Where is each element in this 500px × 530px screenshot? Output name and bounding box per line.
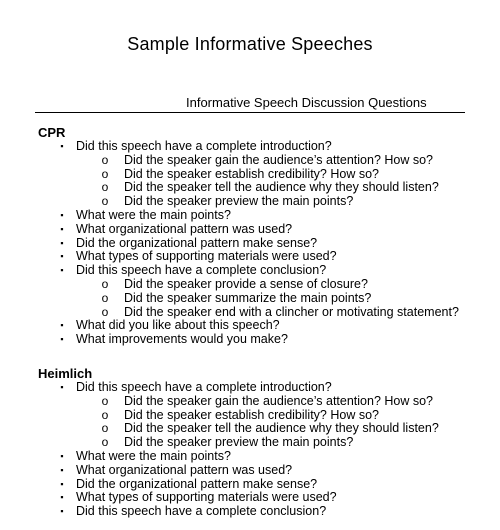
square-bullet-icon: ▪	[60, 237, 64, 248]
list-item	[38, 409, 493, 423]
square-bullet-icon: ▪	[60, 334, 64, 345]
list-item-text: Did the speaker establish credibility? How so?	[124, 166, 379, 181]
document-title: Sample Informative Speeches	[127, 34, 373, 54]
list-item	[38, 292, 493, 306]
list-item-text: Did this speech have a complete conclusion?	[76, 263, 327, 278]
circle-bullet-icon: o	[101, 180, 109, 195]
list-item-text: What organizational pattern was used?	[76, 221, 293, 236]
circle-bullet-icon: o	[101, 166, 109, 181]
list-item-text: Did the speaker establish credibility? How so?	[124, 407, 379, 422]
list-item	[38, 154, 493, 168]
list-item	[38, 250, 493, 264]
section-title: Heimlich	[38, 365, 93, 381]
circle-bullet-icon: o	[101, 421, 109, 436]
circle-bullet-icon: o	[101, 152, 109, 167]
circle-bullet-icon: o	[101, 276, 109, 291]
square-bullet-icon: ▪	[60, 223, 64, 234]
circle-bullet-icon: o	[101, 194, 109, 209]
list-item-text: What were the main points?	[76, 448, 231, 463]
list-item-text: What did you like about this speech?	[76, 318, 280, 333]
list-item-text: Did the speaker preview the main points?	[124, 435, 354, 450]
divider-line	[35, 112, 465, 113]
list-item-text: Did this speech have a complete conclusion?	[76, 504, 327, 519]
square-bullet-icon: ▪	[60, 320, 64, 331]
list-item	[38, 195, 493, 209]
list-item	[38, 181, 493, 195]
circle-bullet-icon: o	[101, 290, 109, 305]
list-item	[38, 306, 493, 320]
list-item-text: Did the speaker gain the audience’s attention? How so?	[124, 393, 434, 408]
list-item	[38, 278, 493, 292]
list-item-text: Did the organizational pattern make sense?	[76, 235, 318, 250]
list-item	[38, 237, 493, 251]
list-item-text: What improvements would you make?	[76, 332, 288, 347]
list-item	[38, 209, 493, 223]
list-item-text: What organizational pattern was used?	[76, 462, 293, 477]
square-bullet-icon: ▪	[60, 209, 64, 220]
document-subtitle: Informative Speech Discussion Questions	[186, 95, 427, 110]
list-item-text: Did the organizational pattern make sense?	[76, 476, 318, 491]
section-cpr	[38, 125, 493, 347]
list-item	[38, 319, 493, 333]
circle-bullet-icon: o	[101, 435, 109, 450]
list-item	[38, 168, 493, 182]
list-item	[38, 140, 493, 154]
question-list	[38, 125, 493, 519]
section-heimlich	[38, 366, 493, 519]
list-item	[38, 478, 493, 492]
list-item-text: Did this speech have a complete introduction?	[76, 139, 332, 153]
list-item	[38, 436, 493, 450]
circle-bullet-icon: o	[101, 407, 109, 422]
list-item-text: Did the speaker end with a clincher or motivating statement?	[124, 304, 459, 319]
list-item	[38, 333, 493, 347]
list-item-text: What were the main points?	[76, 207, 231, 222]
square-bullet-icon: ▪	[60, 492, 64, 503]
list-item-text: Did the speaker gain the audience’s attention? How so?	[124, 152, 434, 167]
list-item	[38, 491, 493, 505]
square-bullet-icon: ▪	[60, 141, 64, 151]
circle-bullet-icon: o	[101, 393, 109, 408]
circle-bullet-icon: o	[101, 304, 109, 319]
list-item-text: Did this speech have a complete introduction?	[76, 379, 332, 394]
list-item-text: What types of supporting materials were used?	[76, 249, 337, 264]
square-bullet-icon: ▪	[60, 464, 64, 475]
list-item-text: Did the speaker provide a sense of closure?	[124, 276, 368, 291]
list-item-text: What types of supporting materials were used?	[76, 490, 337, 505]
square-bullet-icon: ▪	[60, 506, 64, 517]
section-spacer	[38, 347, 493, 366]
list-item	[38, 223, 493, 237]
square-bullet-icon: ▪	[60, 251, 64, 262]
list-item	[38, 464, 493, 478]
square-bullet-icon: ▪	[60, 478, 64, 489]
list-item-text: Did the speaker preview the main points?	[124, 194, 354, 209]
list-item	[38, 381, 493, 395]
list-item	[38, 422, 493, 436]
list-item-text: Did the speaker summarize the main points?	[124, 290, 372, 305]
section-title: CPR	[38, 125, 66, 140]
square-bullet-icon: ▪	[60, 450, 64, 461]
square-bullet-icon: ▪	[60, 265, 64, 276]
list-item-text: Did the speaker tell the audience why they should listen?	[124, 180, 439, 195]
square-bullet-icon: ▪	[60, 381, 64, 392]
list-item	[38, 395, 493, 409]
list-item	[38, 264, 493, 278]
list-item	[38, 505, 493, 519]
list-item	[38, 450, 493, 464]
list-item-text: Did the speaker tell the audience why they should listen?	[124, 421, 439, 436]
